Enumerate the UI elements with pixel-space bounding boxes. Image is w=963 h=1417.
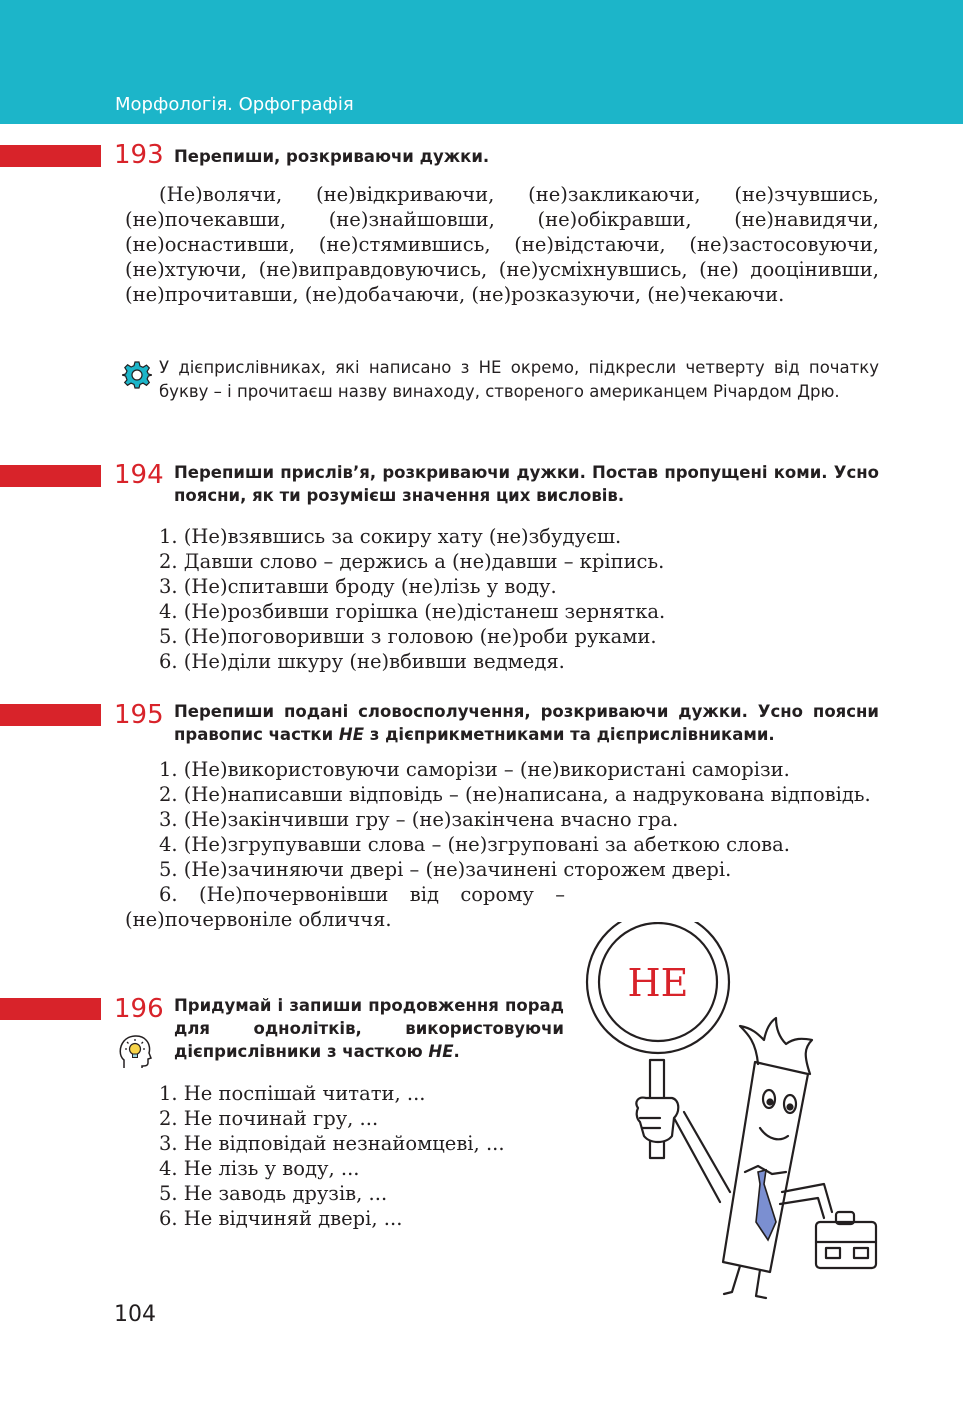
businessman-illustration — [580, 922, 890, 1307]
list-item: 5. Не заводь друзів, ... — [159, 1182, 388, 1205]
exercise-193-note: У дієприслівниках, які написано з НЕ окремо, підкресли четверту від початку букву – і прочитаєш назву винаходу, створеного американцем Річардом Дрю. — [159, 358, 879, 401]
exercise-marker — [0, 465, 101, 487]
list-item: 2. Давши слово – держись а (не)давши – кріпись. — [159, 550, 665, 573]
list-item: 3. (Не)закінчивши гру – (не)закінчена вчасно гра. — [159, 808, 679, 831]
list-item: 3. (Не)спитавши броду (не)лізь у воду. — [159, 575, 557, 598]
exercise-194-list — [125, 524, 879, 674]
list-item: 5. (Не)зачиняючи двері – (не)зачинені сторожем двері. — [159, 858, 732, 881]
magnifier-label: НЕ — [627, 961, 689, 1005]
list-item: 1. (Не)взявшись за сокиру хату (не)збудуєш. — [159, 525, 622, 548]
task-text: з дієприкметниками та дієприслівниками. — [364, 725, 775, 744]
exercise-number-194: 194 — [114, 460, 164, 490]
exercise-195-task — [174, 700, 879, 746]
list-item: 2. (Не)написавши відповідь – (не)написана, а надрукована відповідь. — [159, 783, 871, 806]
task-text: . — [453, 1042, 460, 1061]
gear-icon — [122, 360, 152, 395]
exercise-193-task: Перепиши, розкриваючи дужки. — [174, 147, 490, 166]
list-item: 2. Не починай гру, ... — [159, 1107, 379, 1130]
task-text: Придумай і запиши продовження порад для однолітків, використовуючи дієприслівники з часткою — [174, 996, 564, 1061]
exercise-193-text-block — [125, 182, 879, 307]
task-keyword: НЕ — [428, 1042, 454, 1061]
task-text: Перепиши подані словосполучення, розкриваючи дужки. Усно поясни правопис частки — [174, 702, 879, 744]
list-item: 6. (Не)діли шкуру (не)вбивши ведмедя. — [159, 650, 565, 673]
list-item: 5. (Не)поговоривши з головою (не)роби руками. — [159, 625, 657, 648]
list-item: 4. (Не)згрупувавши слова – (не)згруповані за абеткою слова. — [159, 833, 790, 856]
exercise-number-193: 193 — [114, 140, 164, 170]
task-keyword: НЕ — [338, 725, 365, 744]
lightbulb-head-icon — [116, 1032, 156, 1077]
list-item: 4. Не лізь у воду, ... — [159, 1157, 360, 1180]
exercise-number-195: 195 — [114, 700, 164, 730]
exercise-195-list — [125, 757, 879, 932]
exercise-196-list — [125, 1081, 565, 1231]
exercise-marker — [0, 145, 101, 167]
list-item: 1. Не поспішай читати, ... — [159, 1082, 426, 1105]
exercise-marker — [0, 998, 101, 1020]
exercise-193-text: (Не)волячи, (не)відкриваючи, (не)закликаючи, (не)зчувшись, (не)почекавши, (не)знайшовши, (не)обікравши, (не)навидячи, (не)оснастивши, (не)стямившись, (не)відстаючи, (не)застосовуючи, (не)хтуючи, (не)виправдовуючись, (не)усміхнувшись, (не) дооцінивши, (не)прочитавши, (не)добачаючи, (не)розказуючи, (не)чекаючи. — [125, 183, 879, 306]
list-item: 6. Не відчиняй двері, ... — [159, 1207, 403, 1230]
list-item: 3. Не відповідай незнайомцеві, ... — [159, 1132, 505, 1155]
section-title: Морфологія. Орфографія — [115, 94, 354, 115]
exercise-196-task — [174, 994, 564, 1063]
list-item: 6. (Не)почервонівши від сорому – (не)почервоніле обличчя. — [125, 883, 565, 931]
exercise-194-task: Перепиши прислів’я, розкриваючи дужки. Постав пропущені коми. Усно поясни, як ти розумієш значення цих висловів. — [174, 463, 879, 505]
page-number: 104 — [114, 1302, 156, 1327]
list-item: 4. (Не)розбивши горішка (не)дістанеш зернятка. — [159, 600, 666, 623]
list-item: 1. (Не)використовуючи саморізи – (не)використані саморізи. — [159, 758, 790, 781]
exercise-number-196: 196 — [114, 994, 164, 1024]
exercise-marker — [0, 704, 101, 726]
